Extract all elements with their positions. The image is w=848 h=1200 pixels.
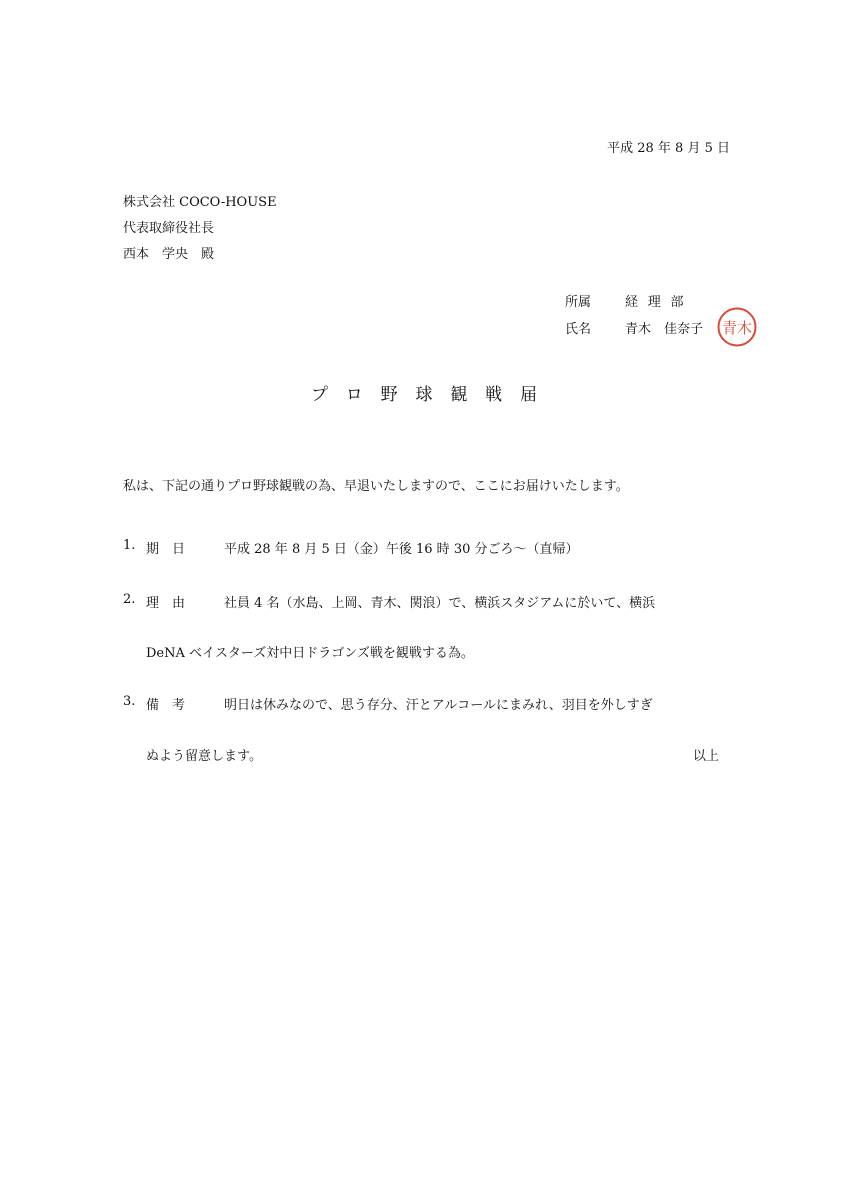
- item-2-number: 2.: [123, 592, 136, 607]
- addressee-position: 代表取締役社長: [123, 221, 215, 236]
- item-1-number: 1.: [123, 538, 136, 553]
- item-3-label: 備考: [146, 698, 199, 713]
- intro-sentence: 私は、下記の通りプロ野球観戦の為、早退いたしますので、ここにお届けいたします。: [123, 479, 629, 494]
- item-1-label: 期日: [146, 542, 199, 557]
- name-label: 氏名: [565, 322, 592, 337]
- item-1-text: 平成 28 年 8 月 5 日（金）午後 16 時 30 分ごろ〜（直帰）: [224, 542, 579, 557]
- item-3-text: 明日は休みなので、思う存分、汗とアルコールにまみれ、羽目を外しすぎ: [224, 698, 653, 713]
- item-3-number: 3.: [123, 694, 136, 709]
- seal-lettering: 青木: [721, 319, 753, 337]
- item-2-text: 社員 4 名（水島、上岡、青木、関浪）で、横浜スタジアムに於いて、横浜: [224, 596, 656, 611]
- document-title: プロ野球観戦届: [310, 385, 555, 405]
- item-2-continuation: DeNA ベイスターズ対中日ドラゴンズ戦を観戦する為。: [146, 646, 474, 661]
- item-2-label: 理由: [146, 596, 199, 611]
- personal-seal-stamp: [716, 306, 758, 348]
- addressee-name: 西本 学央 殿: [123, 247, 215, 262]
- affiliation-value: 経理部: [625, 295, 694, 310]
- document-date: 平成 28 年 8 月 5 日: [607, 141, 730, 156]
- closing-ijo: 以上: [692, 749, 719, 764]
- addressee-block: [123, 190, 277, 268]
- affiliation-label: 所属: [565, 295, 592, 310]
- item-3-continuation: ぬよう留意します。: [146, 749, 262, 764]
- sender-name: 青木 佳奈子: [625, 322, 704, 337]
- addressee-company: 株式会社 COCO-HOUSE: [123, 195, 277, 210]
